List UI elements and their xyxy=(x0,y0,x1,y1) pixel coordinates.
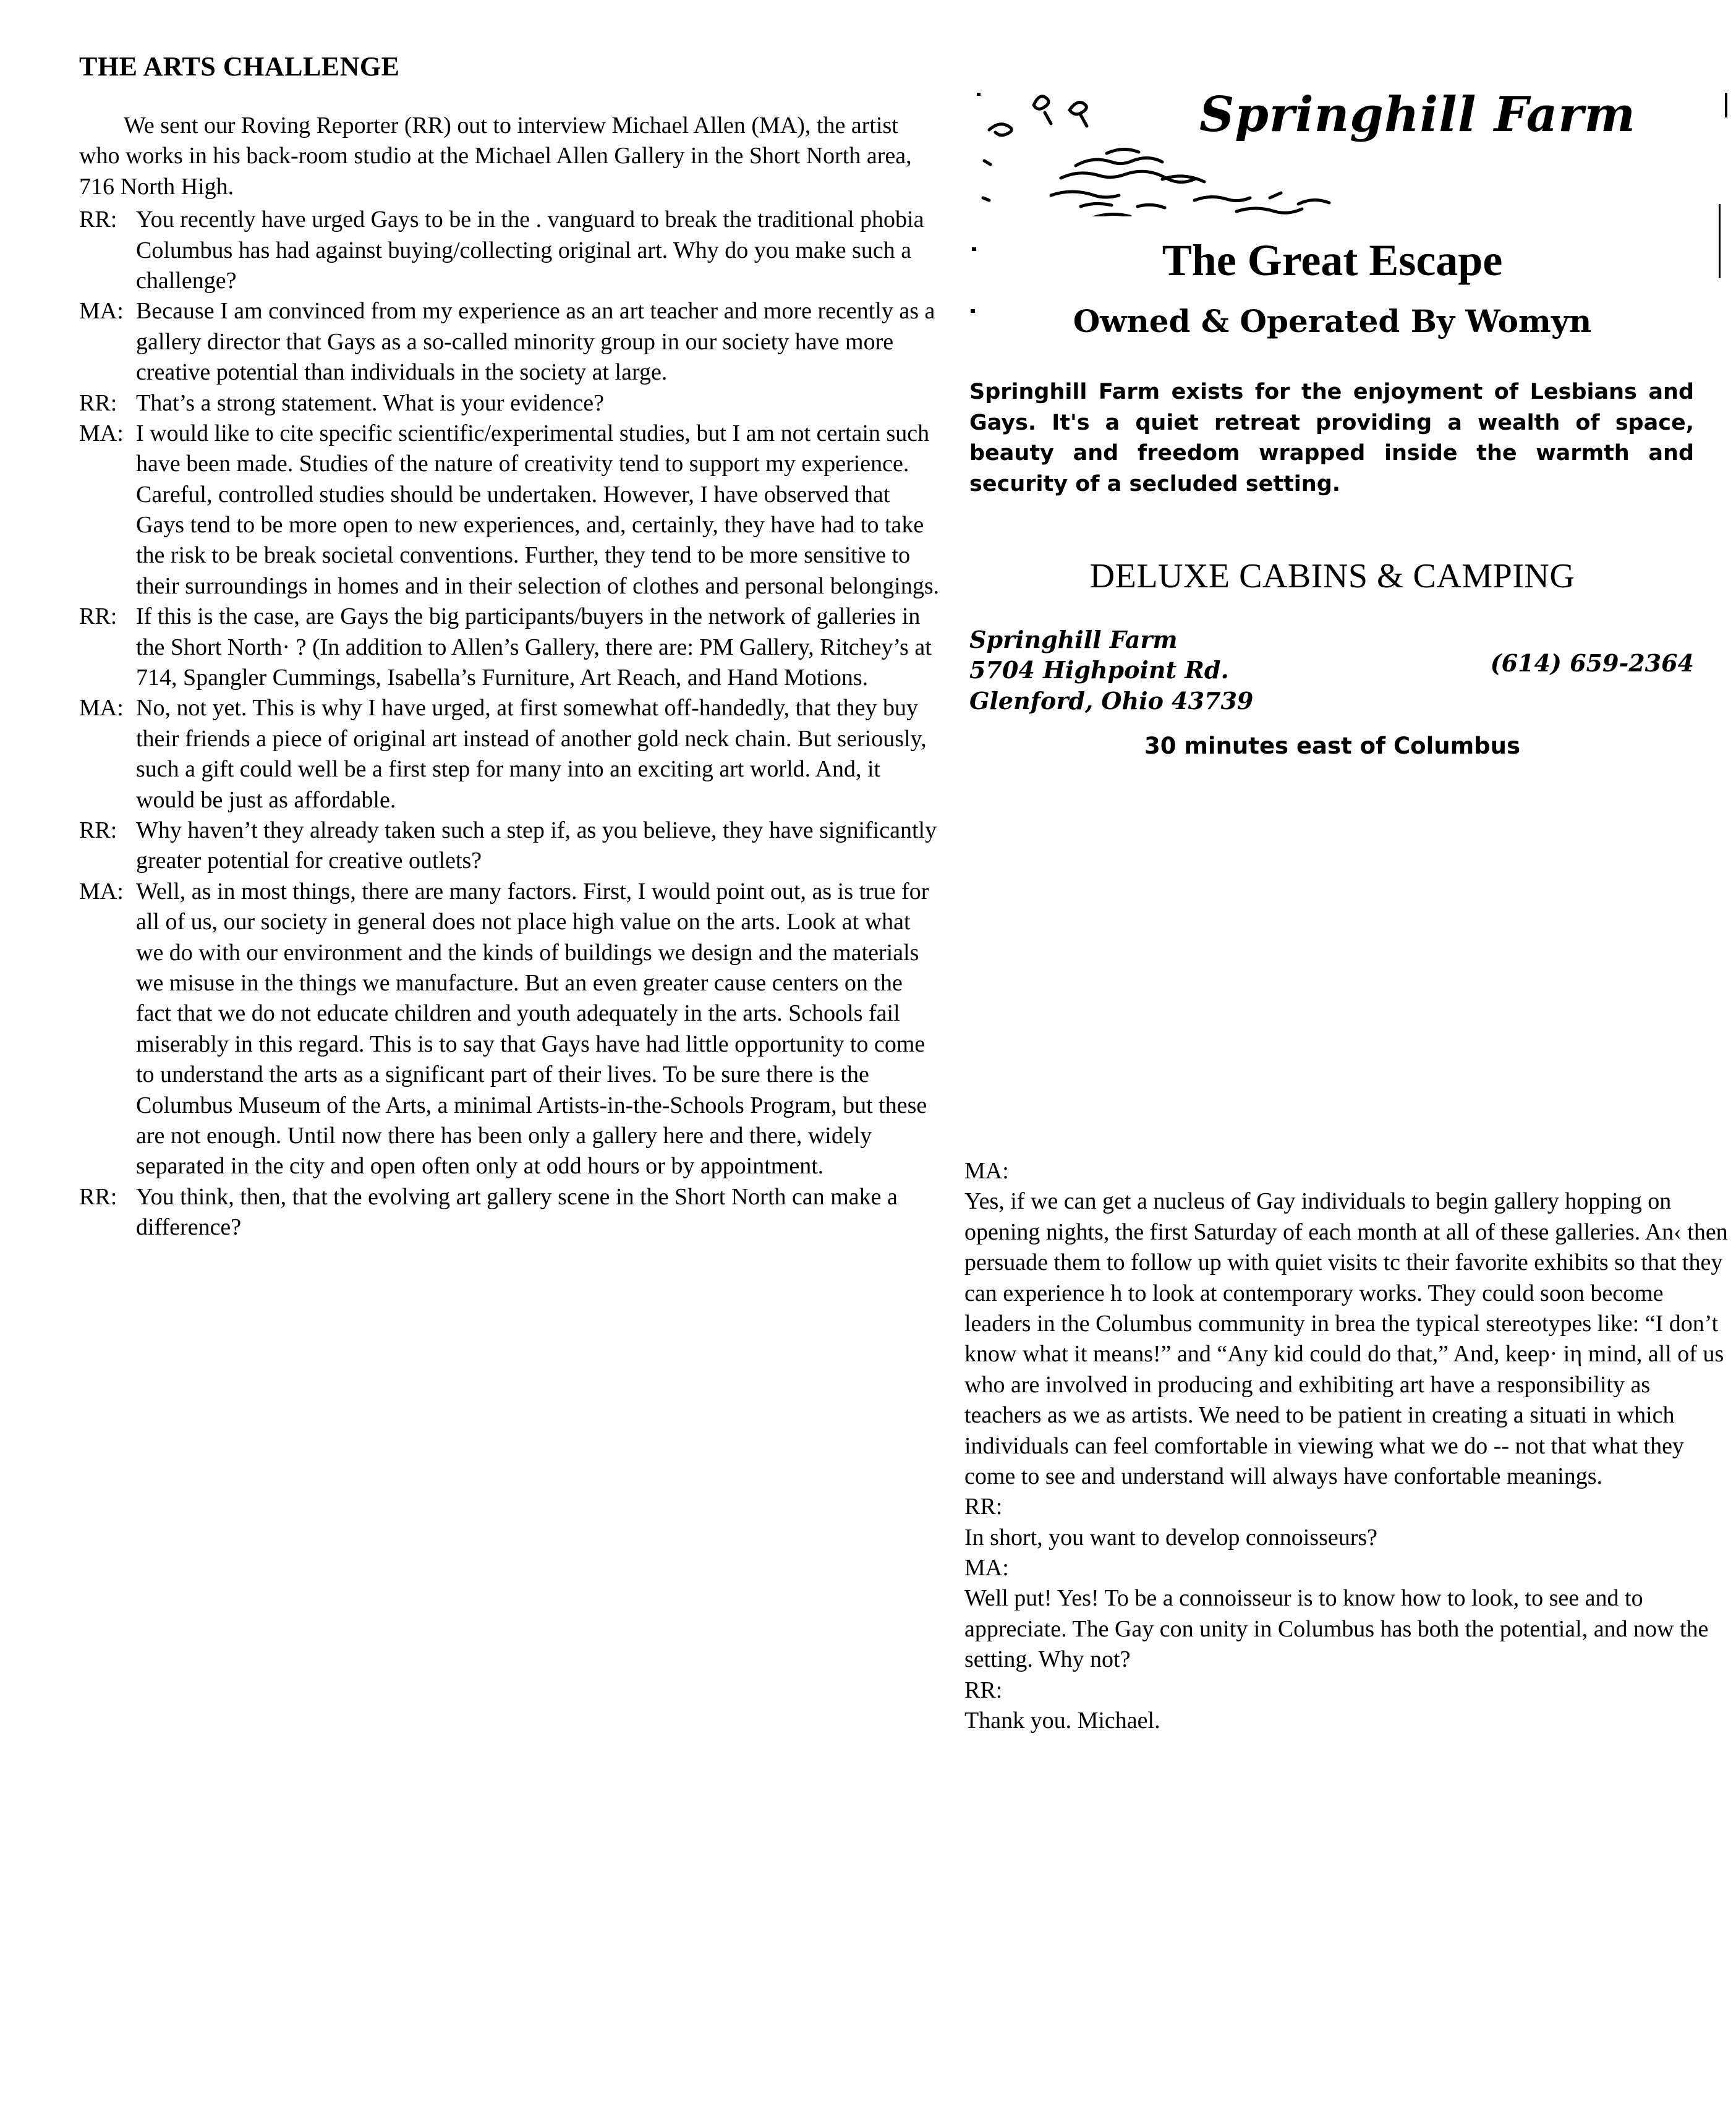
qa-speaker: MA: xyxy=(79,420,124,446)
qa-list xyxy=(79,205,940,1243)
qa-item xyxy=(964,1553,1731,1675)
article-continuation xyxy=(964,1156,1731,1736)
qa-text: That’s a strong statement. What is your evidence? xyxy=(136,389,604,416)
scan-artifact xyxy=(1725,93,1727,117)
qa-speaker: RR: xyxy=(79,817,117,843)
ad-subheadline: Owned & Operated By Womyn xyxy=(1073,303,1592,339)
qa-text: No, not yet. This is why I have urged, at first somewhat off-handedly, that they buy their friends a piece of original art instead of another gold neck chain. But seriously, such a gift could well be a first step for many into an exciting art world. And, it would be just as affordable. xyxy=(136,695,927,813)
ad-business-name: Springhill Farm xyxy=(969,626,1178,653)
scan-artifact xyxy=(972,247,976,251)
ad-street: 5704 Highpoint Rd. xyxy=(969,656,1229,684)
qa-item xyxy=(79,419,940,602)
ad-logo: Springhill Farm xyxy=(1199,87,1636,143)
qa-speaker: MA: xyxy=(79,695,124,721)
scan-artifact xyxy=(971,309,975,313)
ad-container xyxy=(964,68,1700,1144)
qa-text: Well put! Yes! To be a connoisseur is to know how to look, to see and to appreciate. The Gay con unity in Columbus has both the potential, and now the setting. Why not? xyxy=(964,1585,1709,1673)
qa-speaker: RR: xyxy=(79,389,117,416)
scan-artifact xyxy=(1719,204,1721,278)
qa-text: Well, as in most things, there are many factors. First, I would point out, as is true for all of us, our society in general does not place high value on the arts. Look at what we do with our environment and the kinds of buildings we design and the materials we misuse in the things we manufacture. But an even greater cause centers on the fact that we do not educate children and youth adequately in the arts. Schools fail miserably in this regard. This is to say that Gays have had little opportunity to come to understand the arts as a significant part of their lives. To be sure there is the Columbus Museum of the Arts, a minimal Artists-in-the-Schools Program, but these are not enough. Until now there has been only a gallery here and there, widely separated in the city and open often only at odd hours or by appointment. xyxy=(136,878,929,1180)
qa-speaker: RR: xyxy=(79,603,117,630)
qa-item xyxy=(964,1492,1731,1553)
qa-item xyxy=(964,1675,1731,1737)
ad-headline: The Great Escape xyxy=(1162,236,1503,285)
qa-speaker: RR: xyxy=(964,1677,1003,1703)
ad-city-state-zip: Glenford, Ohio 43739 xyxy=(969,686,1254,715)
qa-speaker: MA: xyxy=(964,1555,1009,1581)
ad-body-text: Springhill Farm exists for the enjoyment of Lesbians and Gays. It's a quiet retreat providing a wealth of space, beauty and freedom wrapped inside the warmth and security of a secluded setting. xyxy=(969,380,1694,497)
qa-text: Because I am convinced from my experience as an art teacher and more recently as a gallery director that Gays as a so-called minority group in our society have more creative potential than individuals in the society at large. xyxy=(136,298,935,386)
advertisement xyxy=(964,68,1700,1144)
qa-text: If this is the case, are Gays the big participants/buyers in the network of galleries in the Short North· ? (In addition to Allen’s Gallery, there are: PM Gallery, Ritchey’s at 714, Spangler Cummings, Isabella’s Furniture, Art Reach, and Hand Motions. xyxy=(136,603,932,691)
ad-footer-note: 30 minutes east of Columbus xyxy=(1144,733,1521,759)
page-title: THE ARTS CHALLENGE xyxy=(79,51,400,82)
ad-services: DELUXE CABINS & CAMPING xyxy=(1089,557,1575,595)
article-left-column xyxy=(79,51,940,1243)
qa-speaker: MA: xyxy=(79,878,124,904)
qa-item xyxy=(79,388,940,419)
qa-text: I would like to cite specific scientific/experimental studies, but I am not certain such have been made. Studies of the nature of creativity tend to support my experience. Careful, controlled studies should be undertaken. However, I have observed that Gays tend to be more open to new experiences, and, certainly, they have had to take the risk to be break societal conventions. Further, they tend to be more sensitive to their surroundings in homes and in their selection of clothes and personal belongings. xyxy=(136,420,940,599)
qa-item xyxy=(79,877,940,1182)
qa-speaker: RR: xyxy=(964,1494,1003,1520)
qa-speaker: MA: xyxy=(964,1158,1009,1184)
qa-item xyxy=(964,1156,1731,1492)
qa-item xyxy=(79,205,940,296)
qa-text: Why haven’t they already taken such a step if, as you believe, they have significantly greater potential for creative outlets? xyxy=(136,817,937,874)
qa-speaker: MA: xyxy=(79,298,124,325)
ad-address xyxy=(969,624,1253,716)
ad-phone: (614) 659-2364 xyxy=(1490,649,1694,677)
qa-speaker: RR: xyxy=(79,1183,117,1210)
qa-item xyxy=(79,1182,940,1243)
qa-item xyxy=(79,693,940,815)
qa-text: Thank you. Michael. xyxy=(964,1708,1160,1734)
qa-text: In short, you want to develop connoisseurs? xyxy=(964,1524,1378,1551)
qa-item xyxy=(79,815,940,877)
scan-artifact xyxy=(977,93,981,96)
qa-item xyxy=(79,602,940,693)
qa-text: You think, then, that the evolving art gallery scene in the Short North can make a difference? xyxy=(136,1183,898,1241)
article-intro: We sent our Roving Reporter (RR) out to interview Michael Allen (MA), the artist who works in his back-room studio at the Michael Allen Gallery in the Short North area, 716 North High. xyxy=(79,113,912,200)
qa-text: You recently have urged Gays to be in the . vanguard to break the traditional phobia Columbus has had against buying/collecting original art. Why do you make such a challenge? xyxy=(136,206,924,294)
qa-speaker: RR: xyxy=(79,206,117,233)
qa-item xyxy=(79,296,940,388)
qa-text: Yes, if we can get a nucleus of Gay individuals to begin gallery hopping on opening nights, the first Saturday of each month at all of these galleries. An‹ then persuade them to follow up with quiet visits tc their favorite exhibits so that they can experience h to look at contemporary works. They could soon become leaders in the Columbus community in brea the typical stereotypes like: “I don’t know what it means!” and “Any kid could do that,” And, keep· iη mind, all of us who are involved in producing and exhibiting art have a responsibility as teachers as we as artists. We need to be patient in creating a situati in which individuals can feel comfortable in viewing what we do -- not that what they come to see and understand will always have confortable meanings. xyxy=(964,1188,1728,1489)
